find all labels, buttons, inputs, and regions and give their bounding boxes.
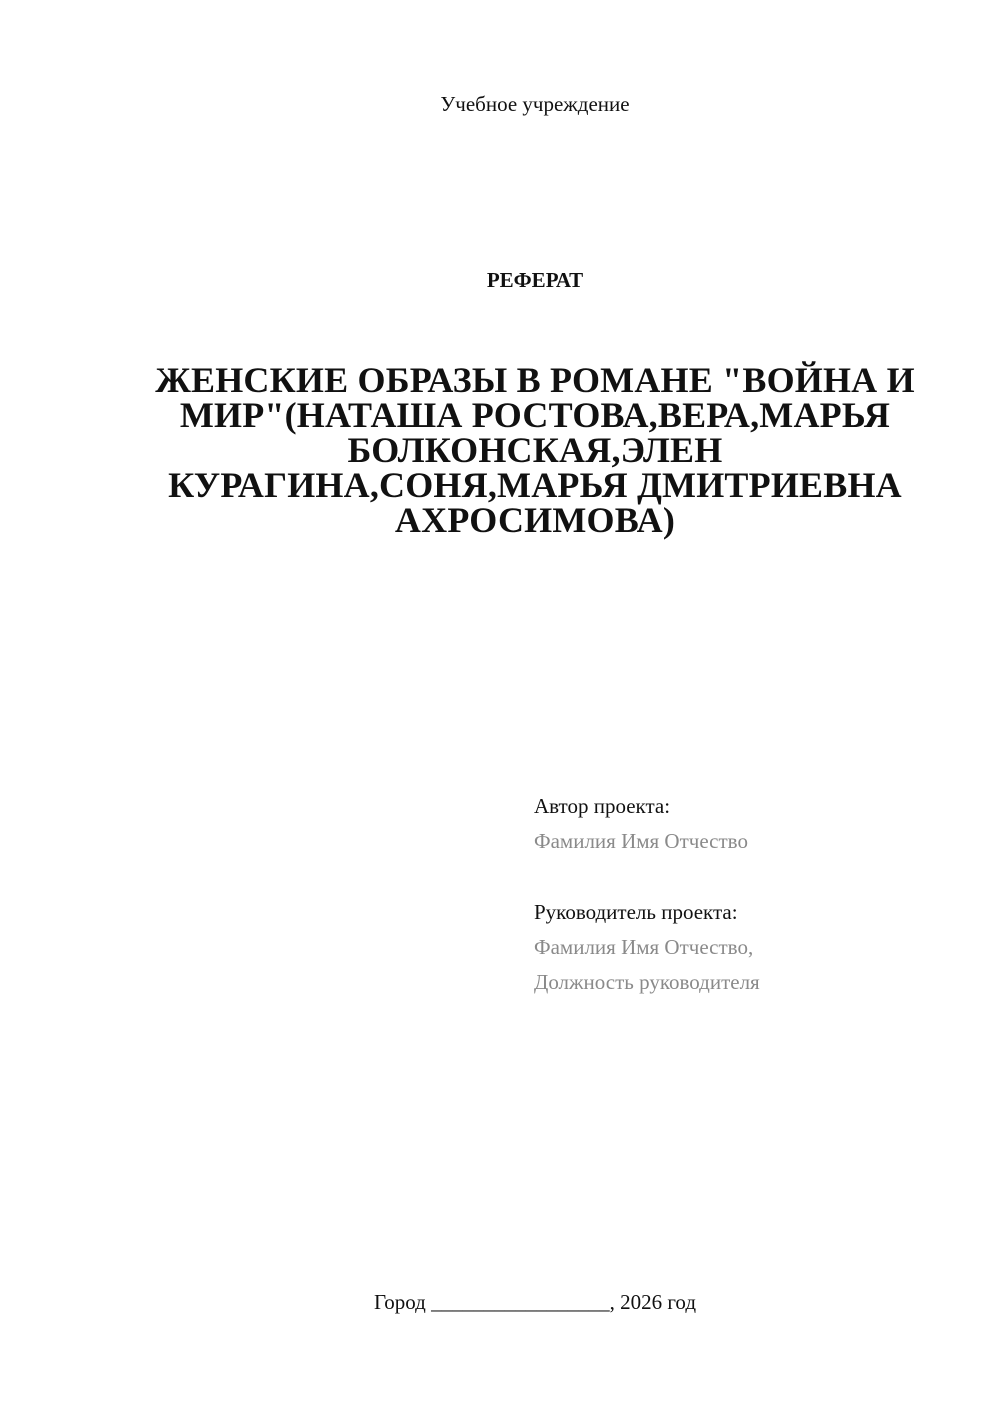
author-name: Фамилия Имя Отчество bbox=[534, 829, 748, 853]
supervisor-label: Руководитель проекта: bbox=[534, 900, 738, 924]
institution-name: Учебное учреждение bbox=[440, 92, 630, 116]
spacer bbox=[534, 859, 974, 895]
document-type: РЕФЕРАТ bbox=[486, 268, 584, 292]
author-label: Автор проекта: bbox=[534, 794, 671, 818]
city-year-line: Город _________________, 2026 год bbox=[373, 1290, 697, 1314]
supervisor-name: Фамилия Имя Отчество, bbox=[534, 935, 754, 959]
document-title: ЖЕНСКИЕ ОБРАЗЫ В РОМАНЕ "ВОЙНА И МИР"(НАТАША РОСТОВА,ВЕРА,МАРЬЯ БОЛКОНСКАЯ,ЭЛЕН КУРАГИНА,СОНЯ,МАРЬЯ ДМИТРИЕВНА АХРОСИМОВА) bbox=[155, 360, 915, 540]
supervisor-position: Должность руководителя bbox=[534, 970, 760, 994]
credits-block bbox=[534, 789, 974, 1000]
